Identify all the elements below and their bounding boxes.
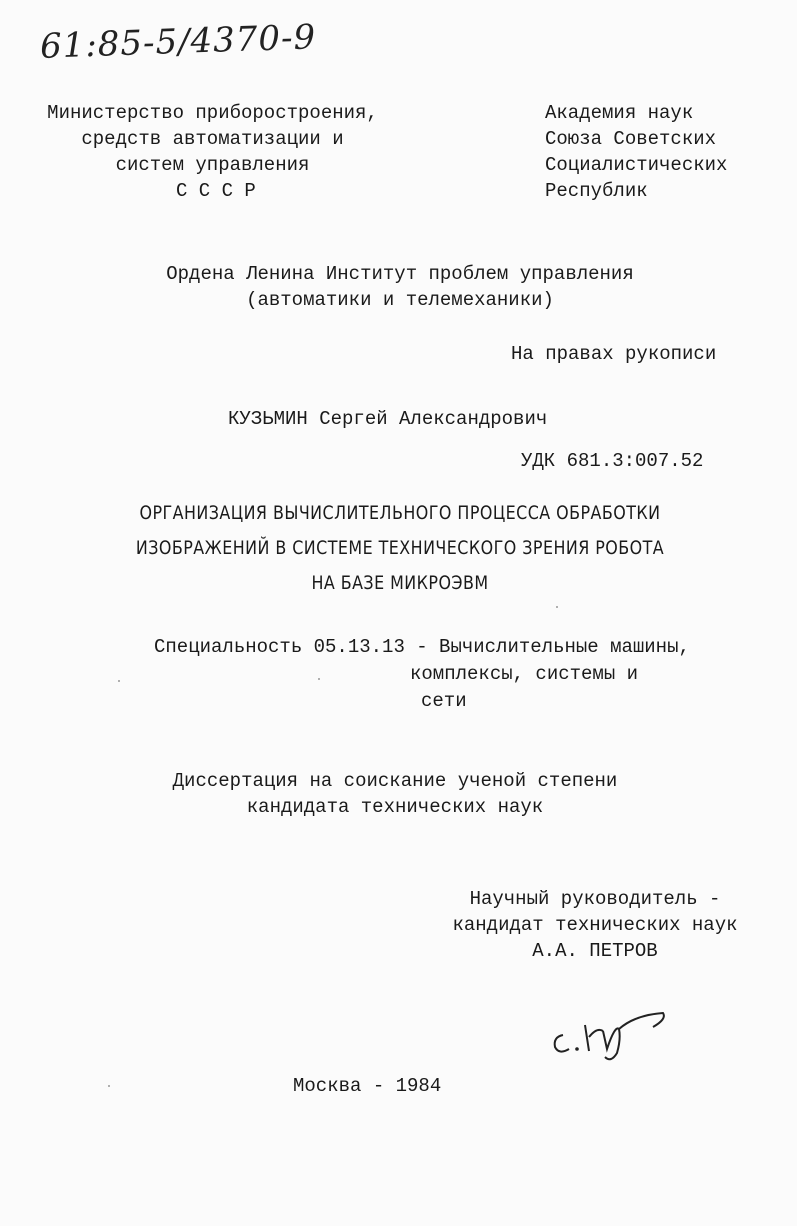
manuscript-rights: На правах рукописи [511, 343, 717, 365]
academy-line: Республик [545, 180, 648, 202]
institute-line: (автоматики и телемеханики) [246, 289, 554, 311]
academy-block [545, 100, 727, 204]
academy-line: Академия наук [545, 102, 694, 124]
supervisor-block [450, 886, 740, 964]
dissertation-block [160, 768, 630, 820]
academy-line: Социалистических [545, 154, 728, 176]
ministry-line: С С С Р [176, 180, 256, 202]
title-line: ОРГАНИЗАЦИЯ ВЫЧИСЛИТЕЛЬНОГО ПРОЦЕССА ОБРАБОТКИ [139, 502, 661, 524]
signature [545, 1005, 675, 1065]
specialty-line-3: сети [421, 690, 467, 712]
institute-block [120, 261, 680, 313]
ministry-line: систем управления [115, 154, 310, 176]
specialty-line-2: комплексы, системы и [410, 663, 639, 685]
city-year: Москва - 1984 [293, 1075, 442, 1097]
supervisor-line: кандидат технических наук [452, 914, 738, 936]
institute-line: Ордена Ленина Институт проблем управления [166, 263, 634, 285]
title-line: ИЗОБРАЖЕНИЙ В СИСТЕМЕ ТЕХНИЧЕСКОГО ЗРЕНИЯ РОБОТА [135, 537, 665, 559]
supervisor-line: А.А. ПЕТРОВ [532, 940, 658, 962]
scan-speck [118, 680, 120, 682]
dissertation-line: кандидата технических наук [246, 796, 544, 818]
dissertation-title [102, 496, 697, 601]
academy-line: Союза Советских [545, 128, 717, 150]
ministry-line: средств автоматизации и [81, 128, 344, 150]
signature-mark [545, 1005, 675, 1065]
supervisor-line: Научный руководитель - [469, 888, 721, 910]
handwritten-catalog-number: 61:85-5/4370-9 [39, 17, 317, 67]
scan-speck [318, 678, 320, 680]
dissertation-line: Диссертация на соискание ученой степени [172, 770, 618, 792]
scan-speck [108, 1085, 110, 1087]
specialty-line-1: Специальность 05.13.13 - Вычислительные машины, [154, 636, 690, 658]
ministry-block [40, 100, 385, 204]
ministry-line: Министерство приборостроения, [47, 102, 378, 124]
scan-speck [556, 606, 558, 608]
title-line: НА БАЗЕ МИКРОЭВМ [311, 572, 489, 594]
udc-code: УДК 681.3:007.52 [521, 450, 704, 472]
author-name: КУЗЬМИН Сергей Александрович [228, 408, 548, 430]
